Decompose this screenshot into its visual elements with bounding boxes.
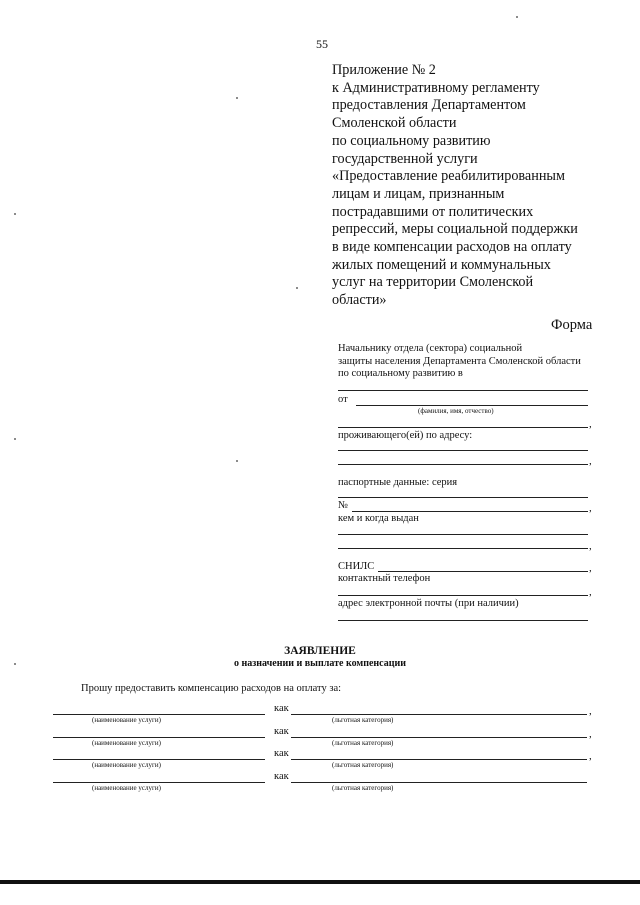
fio-line[interactable]: [356, 405, 588, 406]
comma: ,: [589, 562, 592, 574]
scan-speck: [14, 438, 16, 440]
appendix-line: «Предоставление реабилитированным: [332, 168, 565, 185]
appendix-line: предоставления Департаментом: [332, 97, 526, 114]
form-label: Форма: [551, 317, 593, 333]
scan-speck: [236, 97, 238, 99]
appendix-line: по социальному развитию: [332, 132, 491, 149]
appendix-line: в виде компенсации расходов на оплату: [332, 239, 572, 256]
service-line[interactable]: [53, 714, 265, 715]
passport-series-line[interactable]: [338, 497, 588, 498]
fio-line-2[interactable]: [338, 427, 588, 428]
service-caption: (наименование услуги): [92, 739, 161, 747]
phone-label: контактный телефон: [338, 573, 431, 584]
scan-speck: [516, 16, 518, 18]
addressee-department-line: [338, 390, 588, 391]
issued-line-1[interactable]: [338, 534, 588, 535]
category-caption: (льготная категория): [332, 739, 394, 747]
appendix-line: репрессий, меры социальной поддержки: [332, 221, 578, 238]
service-caption: (наименование услуги): [92, 784, 161, 792]
residence-label: проживающего(ей) по адресу:: [338, 430, 473, 441]
statement-subtitle: о назначении и выплате компенсации: [234, 658, 406, 669]
appendix-line: области»: [332, 292, 387, 309]
appendix-line: услуг на территории Смоленской: [332, 274, 534, 291]
phone-line[interactable]: [338, 595, 588, 596]
service-caption: (наименование услуги): [92, 716, 161, 724]
kak-label: как: [274, 703, 289, 714]
appendix-line: пострадавшими от политических: [332, 203, 534, 220]
issued-label: кем и когда выдан: [338, 513, 419, 524]
addressee-line: по социальному развитию в: [338, 368, 463, 379]
appendix-header: [332, 62, 578, 310]
appendix-line: к Административному регламенту: [332, 79, 540, 96]
kak-label: как: [274, 726, 289, 737]
page-bottom-border: [0, 880, 640, 884]
service-line[interactable]: [53, 759, 265, 760]
snils-line[interactable]: [378, 571, 588, 572]
comma: ,: [589, 540, 592, 552]
category-line[interactable]: [291, 782, 587, 783]
scan-speck: [296, 287, 298, 289]
category-caption: (льготная категория): [332, 761, 394, 769]
comma: ,: [589, 586, 592, 598]
snils-label: СНИЛС: [338, 561, 375, 572]
appendix-line: Приложение № 2: [332, 62, 436, 78]
category-caption: (льготная категория): [332, 716, 394, 724]
page-number: 55: [316, 37, 328, 51]
statement-title: ЗАЯВЛЕНИЕ: [284, 645, 356, 657]
issued-line-2[interactable]: [338, 548, 588, 549]
service-caption: (наименование услуги): [92, 761, 161, 769]
fio-caption: (фамилия, имя, отчество): [418, 407, 494, 415]
addressee-line: защиты населения Департамента Смоленской области: [338, 355, 581, 367]
comma: ,: [589, 455, 592, 467]
kak-label: как: [274, 771, 289, 782]
passport-number-label: №: [338, 500, 349, 511]
row-end: ,: [589, 750, 592, 762]
category-line[interactable]: [291, 714, 587, 715]
comma: ,: [589, 418, 592, 430]
category-line[interactable]: [291, 759, 587, 760]
addressee-header: [338, 343, 581, 381]
passport-label: паспортные данные: серия: [338, 477, 458, 488]
kak-label: как: [274, 748, 289, 759]
address-line-1[interactable]: [338, 450, 588, 451]
category-caption: (льготная категория): [332, 784, 394, 792]
appendix-line: жилых помещений и коммунальных: [332, 256, 551, 273]
service-line[interactable]: [53, 737, 265, 738]
scan-speck: [236, 460, 238, 462]
row-end: ,: [589, 728, 592, 740]
comma: ,: [589, 502, 592, 514]
row-end: ,: [589, 705, 592, 717]
appendix-line: государственной услуги: [332, 150, 478, 167]
category-line[interactable]: [291, 737, 587, 738]
addressee-line: Начальнику отдела (сектора) социальной: [338, 343, 523, 354]
from-label: от: [338, 394, 348, 405]
appendix-line: лицам и лицам, признанным: [332, 185, 505, 202]
passport-number-line[interactable]: [352, 511, 588, 512]
service-line[interactable]: [53, 782, 265, 783]
email-line[interactable]: [338, 620, 588, 621]
address-line-2[interactable]: [338, 464, 588, 465]
appendix-line: Смоленской области: [332, 115, 457, 132]
scan-speck: [14, 663, 16, 665]
request-text: Прошу предоставить компенсацию расходов на оплату за:: [81, 683, 342, 694]
scan-speck: [14, 213, 16, 215]
email-label: адрес электронной почты (при наличии): [338, 598, 519, 609]
